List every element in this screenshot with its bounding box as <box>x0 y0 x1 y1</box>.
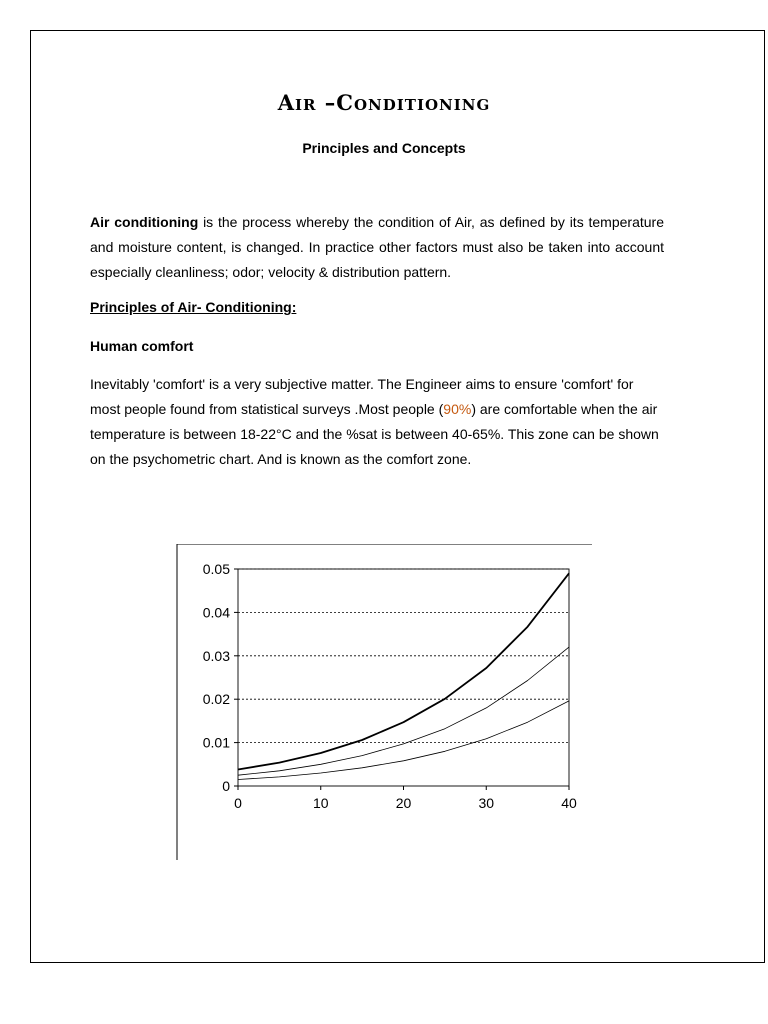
sub-heading: Human comfort <box>90 338 194 354</box>
x-tick-label-1: 10 <box>312 795 329 811</box>
chart-svg <box>176 544 596 860</box>
series-line-middle <box>238 647 569 775</box>
intro-text: is the process whereby the condition of Air, as defined by its temperature and moisture content, is changed. In practice other factors must also be taken into account especially cleanliness; odor; velocity & distribution pattern. <box>90 214 664 280</box>
page-title: Air –Conditioning <box>277 90 491 115</box>
plot-area-border <box>238 569 569 786</box>
y-tick-label-4: 0.04 <box>202 604 230 621</box>
y-tick-label-2: 0.02 <box>202 691 230 708</box>
series-line-saturated <box>238 573 569 769</box>
y-tick-label-5: 0.05 <box>202 561 230 577</box>
comfort-text-2: ) are comfortable when the air temperature is between 18-22°C and the %sat is between 40-65%. This zone can be shown on the psychometric chart. And is known as the comfort zone. <box>90 401 659 467</box>
page-subtitle: Principles and Concepts <box>302 140 466 156</box>
x-tick-label-2: 20 <box>395 795 412 811</box>
y-tick-label-3: 0.03 <box>202 647 230 664</box>
series-line-lower <box>238 701 569 780</box>
y-tick-label-0: 0 <box>222 778 230 794</box>
x-tick-label-0: 0 <box>234 795 242 811</box>
comfort-highlight: 90% <box>443 401 472 417</box>
chart-container <box>176 544 596 860</box>
comfort-paragraph <box>90 372 664 472</box>
section-heading: Principles of Air- Conditioning: <box>90 299 297 315</box>
x-tick-label-4: 40 <box>561 795 577 811</box>
x-tick-label-3: 30 <box>478 795 495 811</box>
comfort-text-1: Inevitably 'comfort' is a very subjective matter. The Engineer aims to ensure 'comfort' for most people found from statistical surveys .Most people ( <box>90 376 634 417</box>
intro-lead: Air conditioning <box>90 214 199 230</box>
intro-paragraph <box>90 210 664 285</box>
y-tick-label-1: 0.01 <box>202 734 230 751</box>
